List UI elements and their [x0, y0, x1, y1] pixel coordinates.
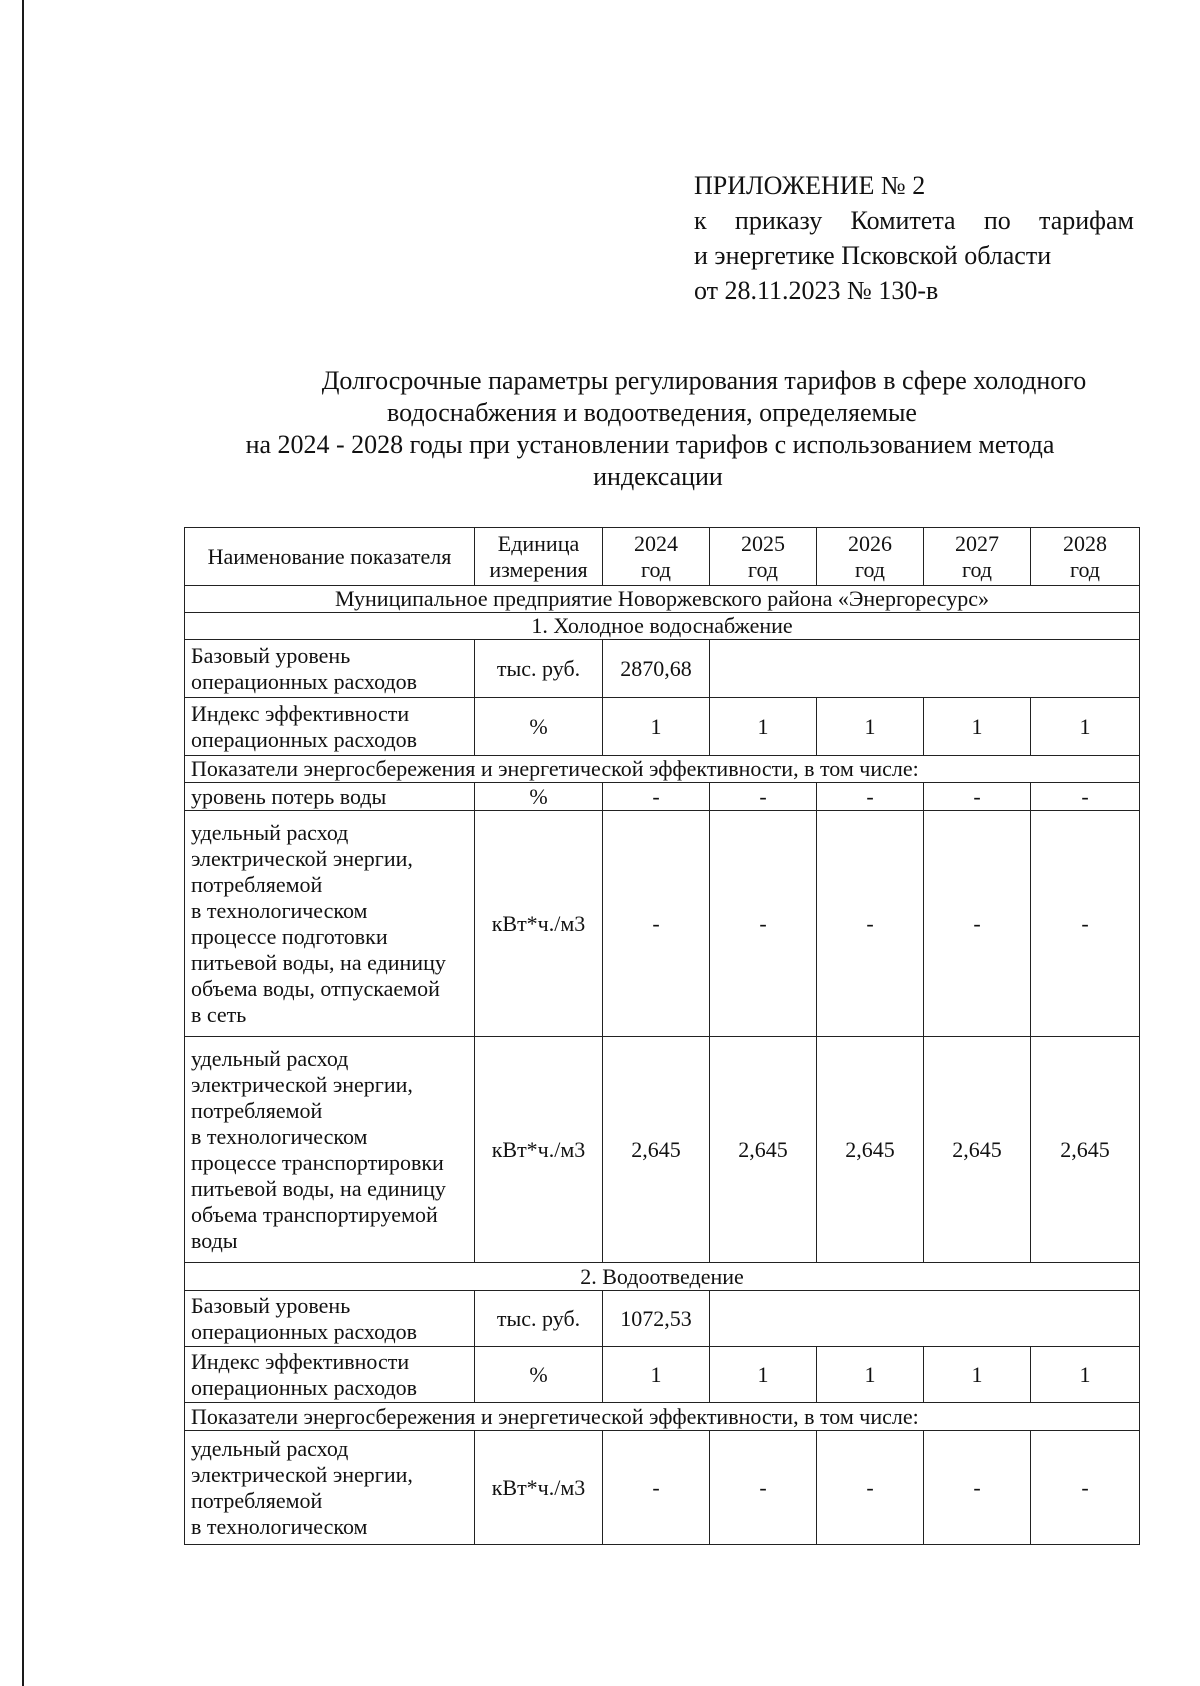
row-name-line: процессе подготовки — [191, 923, 388, 949]
empty-merged-cell — [710, 1291, 1140, 1347]
value-2028: - — [1031, 1431, 1140, 1545]
header-year-2028 — [1031, 528, 1140, 586]
organization-name: Муниципальное предприятие Новоржевского района «Энергоресурс» — [185, 586, 1140, 613]
section2-title: 2. Водоотведение — [185, 1263, 1140, 1291]
table-row — [185, 640, 1140, 698]
title-line: Долгосрочные параметры регулирования тарифов в сфере холодного — [321, 366, 1087, 395]
value-2024: 1 — [603, 1347, 710, 1403]
value-2025: 1 — [710, 698, 817, 756]
annex-order-line — [694, 203, 1134, 238]
empty-merged-cell — [710, 640, 1140, 698]
header-year-2024 — [603, 528, 710, 586]
row-name-line: Индекс эффективности — [191, 700, 410, 726]
value-2028: 1 — [1031, 1347, 1140, 1403]
header-name: Наименование показателя — [185, 528, 475, 586]
parameters-table — [184, 527, 1140, 1545]
row-name-line: операционных расходов — [191, 1318, 418, 1344]
row-name-line: воды — [191, 1227, 238, 1253]
value-2025: 2,645 — [710, 1037, 817, 1263]
value-2024: 1072,53 — [603, 1291, 710, 1347]
table-row — [185, 698, 1140, 756]
value-2027: 1 — [924, 698, 1031, 756]
year-suffix: год — [640, 556, 672, 582]
value-2026: - — [817, 811, 924, 1037]
unit-cell: % — [475, 698, 603, 756]
value-2028: - — [1031, 811, 1140, 1037]
row-name-line: потребляемой — [191, 1097, 323, 1123]
value-2025: - — [710, 1431, 817, 1545]
year-suffix: год — [747, 556, 779, 582]
value-2026: 1 — [817, 1347, 924, 1403]
row-name-line: объема воды, отпускаемой — [191, 975, 440, 1001]
year-suffix: год — [961, 556, 993, 582]
row-name-line: в технологическом — [191, 897, 368, 923]
table-row — [185, 1431, 1140, 1545]
value-2027: - — [924, 1431, 1031, 1545]
row-name-line: электрической энергии, — [191, 1071, 413, 1097]
subheader-row — [185, 756, 1140, 783]
annex-word: к — [694, 206, 707, 235]
row-name — [185, 640, 475, 698]
table-row — [185, 783, 1140, 811]
row-name — [185, 811, 475, 1037]
row-name-line: питьевой воды, на единицу — [191, 1175, 446, 1201]
row-name-line: в технологическом — [191, 1123, 368, 1149]
table-row — [185, 1291, 1140, 1347]
row-name-line: удельный расход — [191, 819, 349, 845]
value-2024: 2,645 — [603, 1037, 710, 1263]
table-header-row — [185, 528, 1140, 586]
annex-committee-line: и энергетике Псковской области — [694, 241, 1052, 270]
year-suffix: год — [1069, 556, 1101, 582]
table-row — [185, 811, 1140, 1037]
unit-cell: кВт*ч./м3 — [475, 1037, 603, 1263]
header-year-2027 — [924, 528, 1031, 586]
annex-word: тарифам — [1039, 206, 1134, 235]
value-2026: 1 — [817, 698, 924, 756]
row-name-line: объема транспортируемой — [191, 1201, 438, 1227]
row-name-line: Базовый уровень — [191, 1292, 351, 1318]
row-name-line: удельный расход — [191, 1045, 349, 1071]
unit-cell: тыс. руб. — [475, 1291, 603, 1347]
title-line: индексации — [593, 462, 723, 491]
value-2026: - — [817, 1431, 924, 1545]
row-name-line: электрической энергии, — [191, 1461, 413, 1487]
value-2024: - — [603, 1431, 710, 1545]
energy-indicators-header: Показатели энергосбережения и энергетической эффективности, в том числе: — [185, 756, 1140, 783]
header-unit-line2: измерения — [489, 556, 588, 582]
annex-block — [694, 168, 1134, 308]
document-title — [180, 365, 1140, 493]
row-name-line: операционных расходов — [191, 726, 418, 752]
title-line: водоснабжения и водоотведения, определяемые — [387, 398, 917, 427]
row-name: уровень потерь воды — [185, 783, 475, 811]
year: 2027 — [955, 530, 999, 556]
row-name — [185, 698, 475, 756]
header-year-2026 — [817, 528, 924, 586]
value-2024: - — [603, 783, 710, 811]
unit-cell: кВт*ч./м3 — [475, 811, 603, 1037]
year: 2024 — [634, 530, 678, 556]
section1-title: 1. Холодное водоснабжение — [185, 613, 1140, 640]
value-2027: - — [924, 811, 1031, 1037]
row-name — [185, 1431, 475, 1545]
unit-cell: кВт*ч./м3 — [475, 1431, 603, 1545]
value-2028: 2,645 — [1031, 1037, 1140, 1263]
annex-word: Комитета — [850, 206, 956, 235]
value-2024: - — [603, 811, 710, 1037]
year: 2025 — [741, 530, 785, 556]
value-2025: - — [710, 783, 817, 811]
value-2028: - — [1031, 783, 1140, 811]
value-2027: - — [924, 783, 1031, 811]
row-name-line: удельный расход — [191, 1435, 349, 1461]
header-unit — [475, 528, 603, 586]
row-name-line: потребляемой — [191, 1487, 323, 1513]
row-name-line: потребляемой — [191, 871, 323, 897]
row-name-line: операционных расходов — [191, 668, 418, 694]
row-name — [185, 1347, 475, 1403]
annex-word: по — [983, 206, 1011, 235]
value-2028: 1 — [1031, 698, 1140, 756]
annex-title: ПРИЛОЖЕНИЕ № 2 — [694, 171, 926, 200]
unit-cell: тыс. руб. — [475, 640, 603, 698]
row-name-line: в технологическом — [191, 1513, 368, 1539]
section-row — [185, 613, 1140, 640]
year: 2028 — [1063, 530, 1107, 556]
value-2025: - — [710, 811, 817, 1037]
annex-date-number: от 28.11.2023 № 130-в — [694, 276, 939, 305]
row-name-line: питьевой воды, на единицу — [191, 949, 446, 975]
value-2027: 2,645 — [924, 1037, 1031, 1263]
organization-row — [185, 586, 1140, 613]
energy-indicators-header: Показатели энергосбережения и энергетической эффективности, в том числе: — [185, 1403, 1140, 1431]
year: 2026 — [848, 530, 892, 556]
row-name-line: в сеть — [191, 1001, 247, 1027]
value-2024: 2870,68 — [603, 640, 710, 698]
unit-cell: % — [475, 783, 603, 811]
annex-word: приказу — [734, 206, 823, 235]
value-2025: 1 — [710, 1347, 817, 1403]
value-2026: - — [817, 783, 924, 811]
row-name — [185, 1291, 475, 1347]
header-unit-line1: Единица — [497, 530, 580, 556]
row-name-line: процессе транспортировки — [191, 1149, 444, 1175]
title-line: на 2024 - 2028 годы при установлении тарифов с использованием метода — [245, 430, 1055, 459]
section-row — [185, 1263, 1140, 1291]
subheader-row — [185, 1403, 1140, 1431]
value-2024: 1 — [603, 698, 710, 756]
row-name-line: электрической энергии, — [191, 845, 413, 871]
scan-left-edge-line — [22, 0, 24, 1686]
row-name-line: Индекс эффективности — [191, 1348, 410, 1374]
header-year-2025 — [710, 528, 817, 586]
table-row — [185, 1347, 1140, 1403]
row-name — [185, 1037, 475, 1263]
value-2026: 2,645 — [817, 1037, 924, 1263]
row-name-line: Базовый уровень — [191, 642, 351, 668]
unit-cell: % — [475, 1347, 603, 1403]
row-name-line: операционных расходов — [191, 1374, 418, 1400]
table-row — [185, 1037, 1140, 1263]
value-2027: 1 — [924, 1347, 1031, 1403]
year-suffix: год — [854, 556, 886, 582]
